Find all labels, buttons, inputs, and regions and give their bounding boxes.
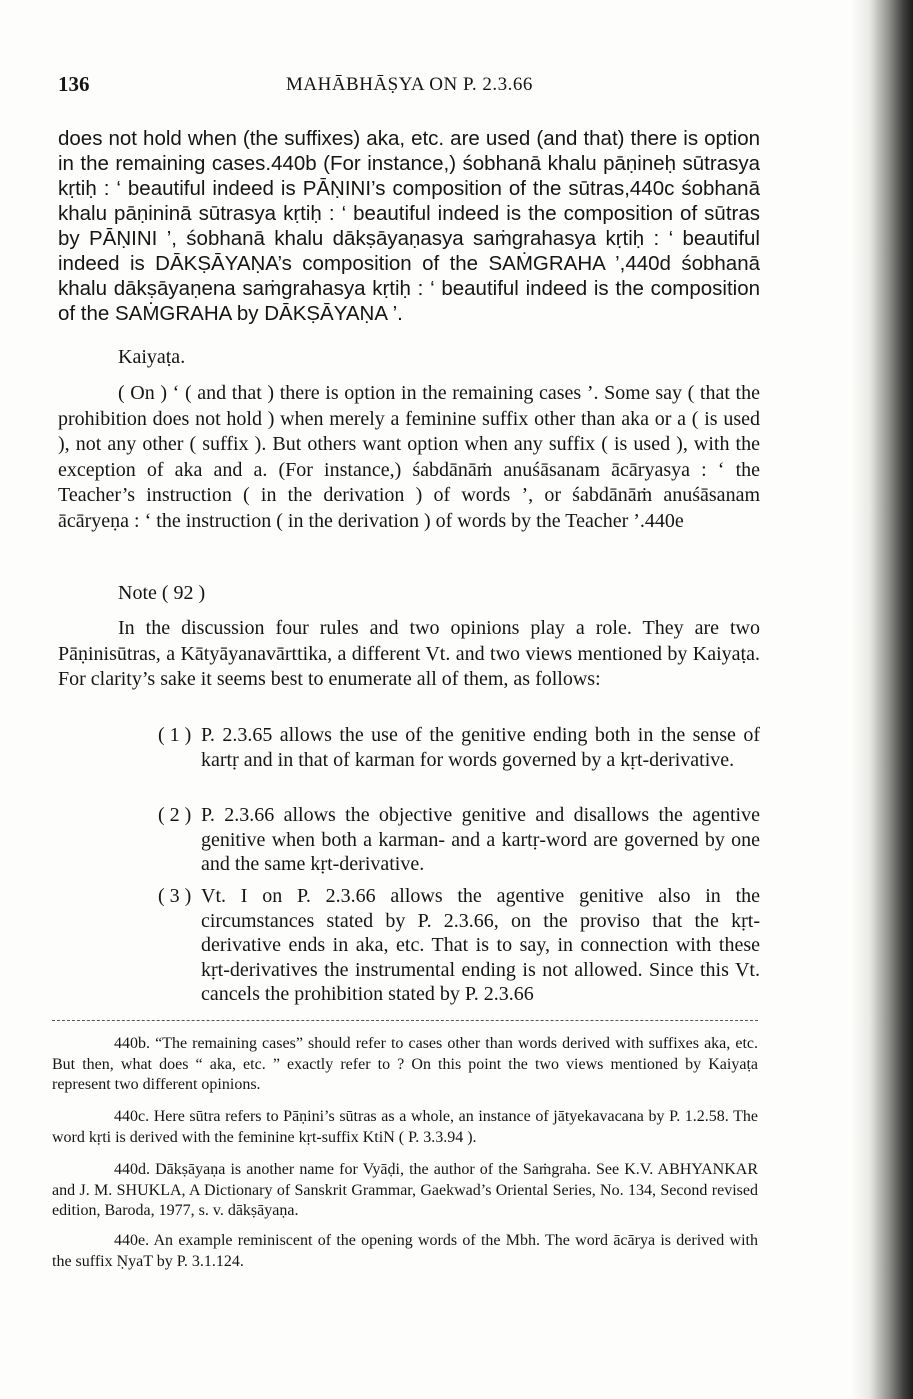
note-paragraph: In the discussion four rules and two opinions play a role. They are two Pāṇinisūtras, a Kātyāyanavārttika, a different Vt. and two views mentioned by Kaiyaṭa. For clarity’s sake it seems best to enumerate all of them, as follows: bbox=[58, 617, 760, 690]
list-item-text: P. 2.3.66 allows the objective genitive and disallows the agentive genitive when both a karman- and a kartṛ-word are governed by one and the same kṛt-derivative. bbox=[201, 804, 760, 875]
note-heading: Note ( 92 ) bbox=[118, 582, 206, 604]
list-item-text: Vt. I on P. 2.3.66 allows the agentive genitive also in the circumstances stated by P. 2.3.66, on the proviso that the kṛt-derivative ends in aka, etc. That is to say, in connection with these kṛt-derivatives the instrumental ending is not allowed. Since this Vt. cancels the prohibition stated by P. 2.3.66 bbox=[201, 885, 760, 1005]
page-number: 136 bbox=[58, 72, 90, 96]
list-item-number: ( 2 ) bbox=[158, 804, 192, 826]
list-item bbox=[158, 723, 760, 772]
book-binding-shadow bbox=[851, 0, 913, 1399]
page-header bbox=[58, 72, 768, 102]
list-item bbox=[158, 803, 760, 877]
running-head: MAHĀBHĀṢYA ON P. 2.3.66 bbox=[286, 74, 533, 95]
footnote-440b: 440b. “The remaining cases” should refer to cases other than words derived with suffixes aka, etc. But then, what does “ aka, etc. ” exactly refer to ? On this point the two views mentioned by Kaiyaṭa represent two different opinions. bbox=[52, 1035, 758, 1093]
translation-paragraph: does not hold when (the suffixes) aka, etc. are used (and that) there is option in the remaining cases.440b (For instance,) śobhanā khalu pāṇineḥ sūtrasya kṛtiḥ : ‘ beautiful indeed is PĀṆINI’s composition of the sūtras,440c śobhanā khalu pāṇininā sūtrasya kṛtiḥ : ‘ beautiful indeed is the composition of sūtras by PĀṆINI ’, śobhanā khalu dākṣāyaṇasya saṁgrahasya kṛtiḥ : ‘ beautiful indeed is DĀKṢĀYAṆA’s composition of the SAṀGRAHA ’,440d śobhanā khalu dākṣāyaṇena saṁgrahasya kṛtiḥ : ‘ beautiful indeed is the composition of the SAṀGRAHA by DĀKṢĀYAṆA ’. bbox=[58, 127, 760, 325]
kaiyata-paragraph: ( On ) ‘ ( and that ) there is option in the remaining cases ’. Some say ( that the prohibition does not hold ) when merely a feminine suffix other than aka or a ( is used ), not any other ( suffix ). But others want option when any suffix ( is used ), with the exception of aka and a. (For instance,) śabdānāṁ anuśāsanam ācāryasya : ‘ the Teacher’s instruction ( in the derivation ) of words ’, or śabdānāṁ anuśāsanam ācāryeṇa : ‘ the instruction ( in the derivation ) of words by the Teacher ’.440e bbox=[58, 382, 760, 532]
footnote-440d: 440d. Dākṣāyaṇa is another name for Vyāḍi, the author of the Saṁgraha. See K.V. ABHYANKAR and J. M. SHUKLA, A Dictionary of Sanskrit Grammar, Gaekwad’s Oriental Series, No. 134, Second revised edition, Baroda, 1977, s. v. dākṣāyaṇa. bbox=[52, 1161, 758, 1219]
kaiyata-heading: Kaiyaṭa. bbox=[118, 346, 186, 368]
list-item bbox=[158, 884, 760, 1007]
footnote-separator bbox=[52, 1020, 758, 1021]
list-item-number: ( 3 ) bbox=[158, 885, 192, 907]
footnote-440c: 440c. Here sūtra refers to Pāṇini’s sūtras as a whole, an instance of jātyekavacana by P. 1.2.58. The word kṛti is derived with the feminine kṛt-suffix KtiN ( P. 3.3.94 ). bbox=[52, 1108, 758, 1146]
footnote-440e: 440e. An example reminiscent of the opening words of the Mbh. The word ācārya is derived with the suffix ṆyaT by P. 3.1.124. bbox=[52, 1232, 758, 1270]
list-item-number: ( 1 ) bbox=[158, 724, 192, 746]
list-item-text: P. 2.3.65 allows the use of the genitive ending both in the sense of kartṛ and in that of karman for words governed by a kṛt-derivative. bbox=[201, 724, 760, 771]
